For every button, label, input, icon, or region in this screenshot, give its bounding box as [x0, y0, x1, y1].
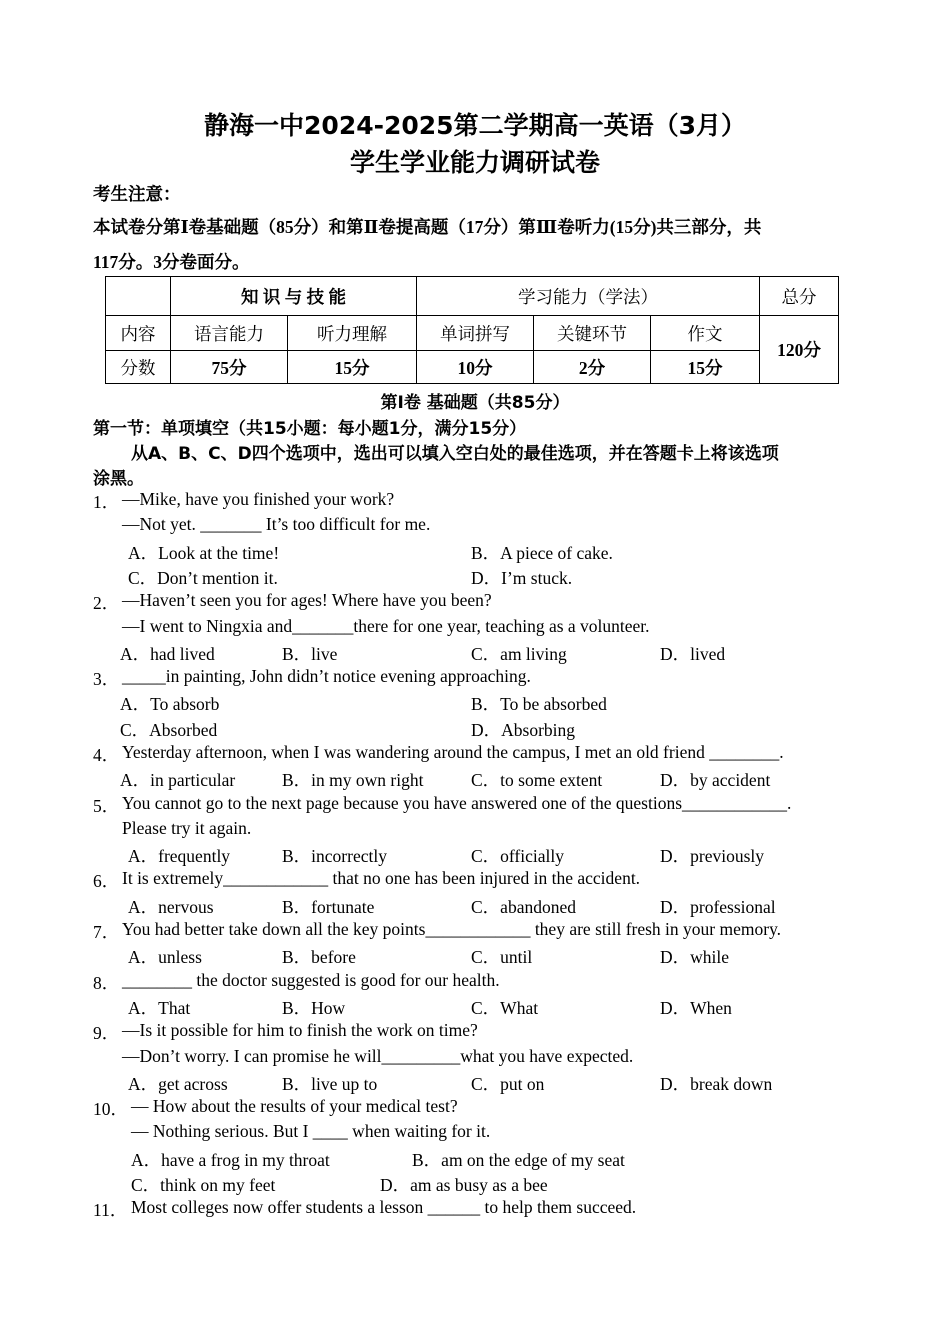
option-b: B．fortunate — [282, 897, 375, 917]
option-c: C．Don’t mention it. — [128, 568, 278, 588]
table-score-spelling: 10分 — [417, 351, 534, 384]
option-b: B．before — [282, 947, 356, 967]
question-stem: —Is it possible for him to finish the work on time? — [122, 1020, 478, 1040]
option-a: A．frequently — [128, 846, 231, 866]
table-group-knowledge: 知 识 与 技 能 — [171, 277, 417, 316]
section-title: 第一节：单项填空（共15小题：每小题1分，满分15分） — [93, 419, 527, 439]
question-stem: —I went to Ningxia and_______there for one year, teaching as a volunteer. — [122, 616, 650, 636]
table-row-label-score: 分数 — [106, 351, 171, 384]
question-stem: —Don’t worry. I can promise he will_________what you have expected. — [122, 1046, 634, 1066]
instruction-line-2: 涂黑。 — [93, 469, 144, 489]
option-a: A．unless — [128, 947, 202, 967]
question-number: 1． — [93, 492, 120, 512]
question-stem: — How about the results of your medical test? — [131, 1096, 458, 1116]
option-c: C．am living — [471, 644, 567, 664]
option-a: A．That — [128, 998, 191, 1018]
option-d: D．When — [660, 998, 732, 1018]
table-total-header: 总分 — [760, 277, 839, 316]
option-c: C．think on my feet — [131, 1175, 276, 1195]
table-score-writing: 15分 — [651, 351, 760, 384]
table-col-writing: 作文 — [651, 316, 760, 351]
table-corner-cell — [106, 277, 171, 316]
table-row-label-content: 内容 — [106, 316, 171, 351]
question-stem: _____in painting, John didn’t notice evening approaching. — [122, 666, 531, 686]
option-a: A．had lived — [120, 644, 215, 664]
question-stem: — Nothing serious. But I ____ when waiting for it. — [131, 1121, 491, 1141]
notice-text-2: 117分。3分卷面分。 — [93, 252, 250, 272]
question-number: 2． — [93, 593, 120, 613]
option-c: C．to some extent — [471, 770, 603, 790]
question-number: 7． — [93, 922, 120, 942]
question-stem: —Haven’t seen you for ages! Where have you been? — [122, 590, 492, 610]
option-d: D．am as busy as a bee — [380, 1175, 548, 1195]
option-d: D．professional — [660, 897, 776, 917]
page-title: 静海一中2024-2025第二学期高一英语（3月） — [204, 111, 746, 140]
table-col-language: 语言能力 — [171, 316, 288, 351]
option-d: D．break down — [660, 1074, 773, 1094]
option-a: A．To absorb — [120, 694, 220, 714]
table-total-score: 120分 — [760, 316, 839, 384]
question-number: 11． — [93, 1200, 128, 1220]
question-stem: It is extremely____________ that no one has been injured in the accident. — [122, 868, 641, 888]
question-stem: You cannot go to the next page because you have answered one of the questions____________. — [122, 793, 792, 813]
question-stem: Please try it again. — [122, 818, 252, 838]
question-number: 9． — [93, 1023, 120, 1043]
option-d: D．lived — [660, 644, 726, 664]
option-a: A．have a frog in my throat — [131, 1150, 330, 1170]
option-d: D．while — [660, 947, 730, 967]
option-b: B．incorrectly — [282, 846, 387, 866]
question-stem: Most colleges now offer students a lesson ______ to help them succeed. — [131, 1197, 637, 1217]
option-a: A．nervous — [128, 897, 214, 917]
option-b: B．live up to — [282, 1074, 378, 1094]
table-col-key-steps: 关键环节 — [534, 316, 651, 351]
option-d: D．Absorbing — [471, 720, 576, 740]
question-stem: —Mike, have you finished your work? — [122, 489, 395, 509]
option-b: B．live — [282, 644, 338, 664]
option-d: D．I’m stuck. — [471, 568, 573, 588]
table-score-listening: 15分 — [288, 351, 417, 384]
question-number: 8． — [93, 973, 120, 993]
question-stem: You had better take down all the key points____________ they are still fresh in your memory. — [122, 919, 782, 939]
page-subtitle: 学生学业能力调研试卷 — [349, 148, 600, 177]
option-c: C．until — [471, 947, 533, 967]
notice-label: 考生注意： — [93, 184, 181, 204]
question-number: 5． — [93, 796, 120, 816]
question-number: 6． — [93, 871, 120, 891]
option-c: C．abandoned — [471, 897, 576, 917]
question-stem: —Not yet. _______ It’s too difficult for me. — [122, 514, 431, 534]
option-c: C．What — [471, 998, 539, 1018]
table-score-key-steps: 2分 — [534, 351, 651, 384]
table-col-listening: 听力理解 — [288, 316, 417, 351]
instruction-line-1: 从A、B、C、D四个选项中，选出可以填入空白处的最佳选项，并在答题卡上将该选项 — [131, 444, 779, 464]
notice-text-1: 本试卷分第Ⅰ卷基础题（85分）和第Ⅱ卷提高题（17分）第Ⅲ卷听力(15分)共三部分，共 — [93, 217, 762, 237]
table-col-spelling: 单词拼写 — [417, 316, 534, 351]
option-a: A．in particular — [120, 770, 236, 790]
option-b: B．To be absorbed — [471, 694, 607, 714]
question-number: 10． — [93, 1099, 128, 1119]
option-d: D．previously — [660, 846, 765, 866]
option-a: A．get across — [128, 1074, 228, 1094]
option-c: C．officially — [471, 846, 564, 866]
question-stem: ________ the doctor suggested is good for our health. — [122, 970, 500, 990]
question-stem: Yesterday afternoon, when I was wandering around the campus, I met an old friend ________. — [122, 742, 784, 762]
option-c: C．put on — [471, 1074, 545, 1094]
part-title: 第Ⅰ卷 基础题（共85分） — [380, 393, 570, 413]
option-c: C．Absorbed — [120, 720, 218, 740]
option-b: B．A piece of cake. — [471, 543, 613, 563]
table-score-language: 75分 — [171, 351, 288, 384]
question-number: 3． — [93, 669, 120, 689]
option-d: D．by accident — [660, 770, 771, 790]
option-a: A．Look at the time! — [128, 543, 280, 563]
score-table — [105, 276, 839, 384]
option-b: B．How — [282, 998, 346, 1018]
option-b: B．in my own right — [282, 770, 424, 790]
table-group-learning: 学习能力（学法） — [417, 277, 760, 316]
option-b: B．am on the edge of my seat — [412, 1150, 625, 1170]
question-number: 4． — [93, 745, 120, 765]
